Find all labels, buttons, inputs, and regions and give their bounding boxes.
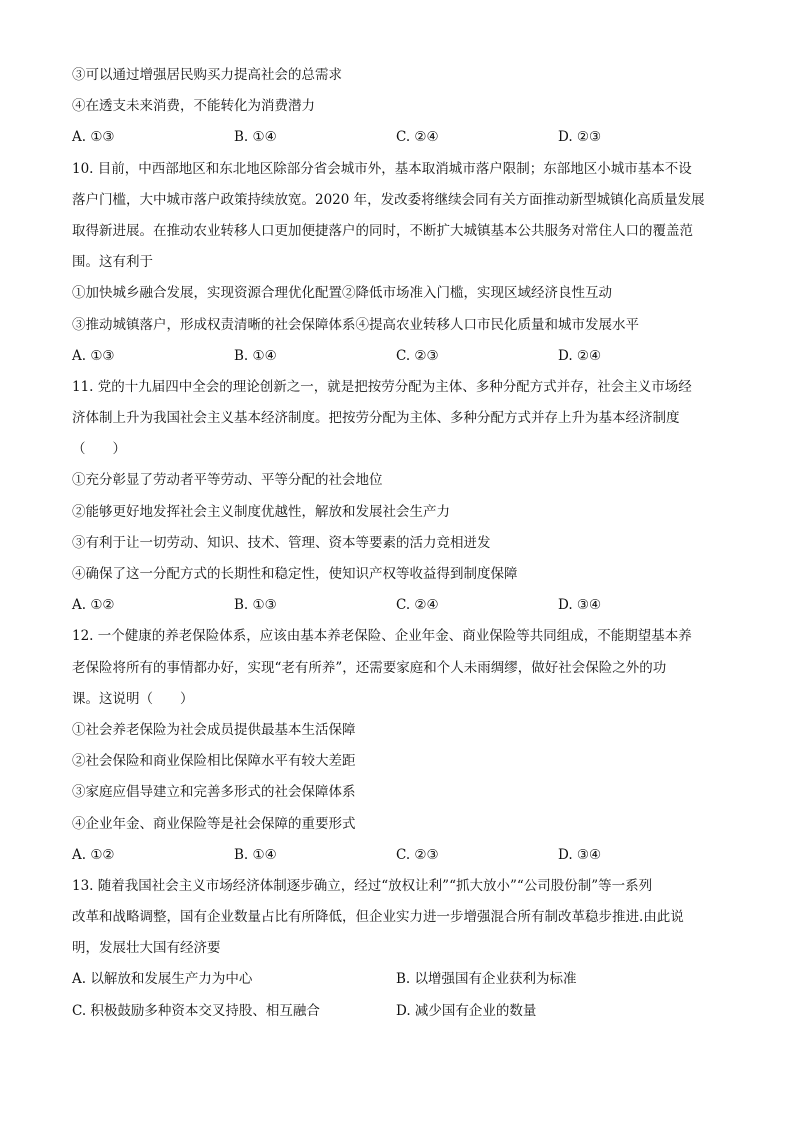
option-b: B. ①④ (234, 129, 277, 146)
question-stem-line: 老保险将所有的事情都办好，实现“老有所养”，还需要家庭和个人未雨绸缪，做好社会保险之外的功 (72, 659, 667, 676)
question-stem-line: （ ） (72, 441, 126, 458)
option-c: C. ②③ (396, 347, 439, 364)
answer-options (72, 122, 732, 153)
option-d: D. ③④ (558, 597, 602, 614)
option-d: D. ③④ (558, 846, 602, 863)
option-a: A. ①② (72, 597, 115, 614)
question-11 (72, 372, 732, 622)
option-a: A. 以解放和发展生产力为中心 (72, 971, 253, 988)
option-c: C. ②③ (396, 846, 439, 863)
statement-item: ③家庭应倡导建立和完善多形式的社会保障体系 (72, 784, 356, 801)
statement-item: ①加快城乡融合发展，实现资源合理优化配置②降低市场准入门槛，实现区域经济良性互动 (72, 285, 612, 302)
answer-options (72, 964, 732, 995)
option-c: C. 积极鼓励多种资本交叉持股、相互融合 (72, 1002, 320, 1019)
question-12 (72, 621, 732, 871)
option-b: B. ①③ (234, 597, 277, 614)
question-13 (72, 871, 732, 1027)
option-a: A. ①③ (72, 347, 115, 364)
answer-options (72, 341, 732, 372)
exam-page (72, 60, 732, 1027)
question-stem-line: 明，发展壮大国有经济要 (72, 940, 221, 957)
option-b: B. 以增强国有企业获利为标准 (396, 971, 577, 988)
question-stem-line: 落户门槛，大中城市落户政策持续放宽。2020 年，发改委将继续会同有关方面推动新型城镇化高质量发展 (72, 191, 705, 208)
statement-item: ③可以通过增强居民购买力提高社会的总需求 (72, 67, 342, 83)
statement-item: ④在透支未来消费，不能转化为消费潜力 (72, 98, 315, 115)
question-stem-line: 11. 党的十九届四中全会的理论创新之一，就是把按劳分配为主体、多种分配方式并存，社会主义市场经 (72, 378, 692, 395)
statement-item: ③推动城镇落户，形成权责清晰的社会保障体系④提高农业转移人口市民化质量和城市发展水平 (72, 316, 639, 333)
option-b: B. ①④ (234, 846, 277, 863)
statement-item: ④企业年金、商业保险等是社会保障的重要形式 (72, 815, 356, 832)
option-a: A. ①③ (72, 129, 115, 146)
option-d: D. 减少国有企业的数量 (396, 1002, 537, 1019)
question-10 (72, 154, 732, 372)
question-9 (72, 60, 732, 154)
question-stem-line: 课。这说明（ ） (72, 690, 194, 707)
answer-options (72, 840, 732, 871)
option-d: D. ②④ (558, 347, 602, 364)
statement-item: ②能够更好地发挥社会主义制度优越性，解放和发展社会生产力 (72, 503, 450, 520)
question-stem-line: 取得新进展。在推动农业转移人口更加便捷落户的同时，不断扩大城镇基本公共服务对常住人口的覆盖范 (72, 222, 693, 239)
statement-item: ①充分彰显了劳动者平等劳动、平等分配的社会地位 (72, 472, 383, 489)
question-stem-line: 10. 目前，中西部地区和东北地区除部分省会城市外，基本取消城市落户限制；东部地区小城市基本不设 (72, 160, 692, 177)
statement-item: ④确保了这一分配方式的长期性和稳定性，使知识产权等收益得到制度保障 (72, 566, 518, 582)
statement-item: ③有利于让一切劳动、知识、技术、管理、资本等要素的活力竞相迸发 (72, 534, 491, 551)
answer-options (72, 996, 732, 1027)
question-stem-line: 济体制上升为我国社会主义基本经济制度。把按劳分配为主体、多种分配方式并存上升为基本经济制度 (72, 410, 680, 427)
option-b: B. ①④ (234, 347, 277, 364)
option-c: C. ②④ (396, 597, 439, 614)
option-d: D. ②③ (558, 129, 602, 146)
statement-item: ②社会保险和商业保险相比保障水平有较大差距 (72, 753, 356, 770)
question-stem-line: 围。这有利于 (72, 254, 153, 271)
option-c: C. ②④ (396, 129, 439, 146)
question-stem-line: 13. 随着我国社会主义市场经济体制逐步确立，经过“放权让利”“抓大放小”“公司股份制”等一系列 (72, 877, 653, 894)
question-stem-line: 12. 一个健康的养老保险体系，应该由基本养老保险、企业年金、商业保险等共同组成，不能期望基本养 (72, 628, 692, 645)
statement-item: ①社会养老保险为社会成员提供最基本生活保障 (72, 721, 356, 738)
answer-options (72, 590, 732, 621)
question-stem-line: 改革和战略调整，国有企业数量占比有所降低，但企业实力进一步增强混合所有制改革稳步推进.由此说 (72, 909, 684, 926)
option-a: A. ①② (72, 846, 115, 863)
